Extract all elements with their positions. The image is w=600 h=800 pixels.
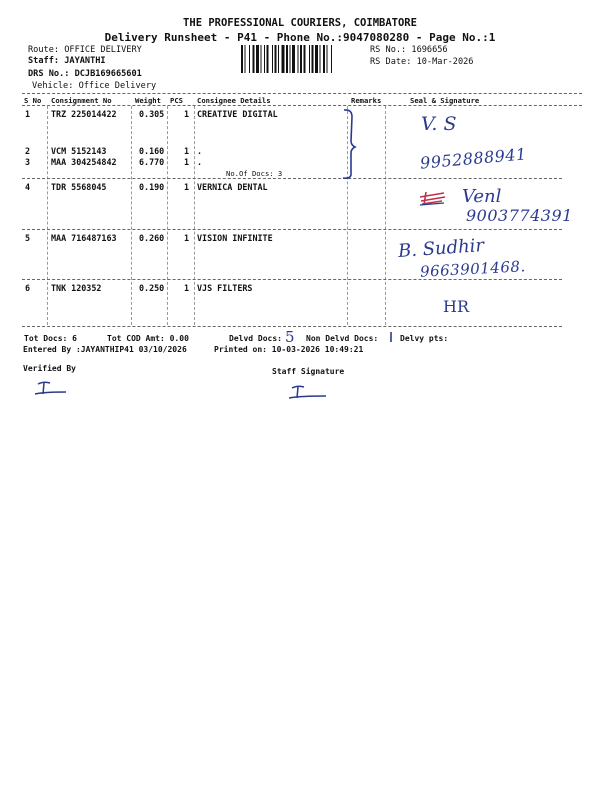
staff-initials-mark [286,384,330,402]
rs-date: RS Date: 10-Mar-2026 [370,57,474,67]
company-title: THE PROFESSIONAL COURIERS, COIMBATORE [183,17,417,29]
drs-number: DRS No.: DCJB169665601 [28,69,142,79]
divider [22,93,582,94]
non-delvd-docs: Non Delvd Docs: [306,334,379,343]
tot-docs: Tot Docs: 6 [24,334,77,343]
row-sno: 3 [25,157,31,167]
col-remarks: Remarks [351,96,382,105]
route-label: Route: OFFICE DELIVERY [28,45,142,55]
signature-2: Venl [462,186,502,207]
row-weight: 6.770 [139,157,165,167]
col-consignment: Consignment No [51,96,112,105]
row-consignee: . [197,157,203,167]
row-divider [22,178,562,179]
row-consignment: MAA 304254842 [51,157,117,167]
col-consignee: Consignee Details [197,96,271,105]
column-divider [47,106,48,325]
row-sno: 5 [25,233,31,243]
row-pcs: 1 [184,182,190,192]
row-pcs: 1 [184,157,190,167]
staff-label: Staff: JAYANTHI [28,56,106,66]
entered-by: Entered By :JAYANTHIP41 03/10/2026 [23,345,187,354]
delvd-docs: Delvd Docs: [229,334,282,343]
phone-1: 9952888941 [419,144,528,173]
col-pcs: PCS [170,96,183,105]
phone-2: 9003774391 [466,206,573,225]
delvd-docs-count: 5 [285,328,295,346]
phone-3: 9663901468. [419,257,527,281]
row-consignee: VJS FILTERS [197,283,253,293]
row-weight: 0.190 [139,182,165,192]
no-of-docs: No.Of Docs: 3 [226,169,283,178]
row-consignee: VISION INFINITE [197,233,273,243]
row-sno: 1 [25,109,31,119]
row-weight: 0.305 [139,109,165,119]
row-consignment: TRZ 225014422 [51,109,117,119]
column-divider [131,106,132,325]
bracket-mark [340,107,360,181]
row-pcs: 1 [184,233,190,243]
stamp-scribble-icon [418,189,448,207]
row-consignee: CREATIVE DIGITAL [197,109,278,119]
verified-initials-mark [32,380,72,398]
barcode-icon [241,45,367,73]
row-pcs: 1 [184,283,190,293]
pen-tick-mark [389,331,393,343]
vehicle-label: Vehicle: Office Delivery [32,81,157,91]
rs-number: RS No.: 1696656 [370,45,448,55]
column-divider [167,106,168,325]
printed-on: Printed on: 10-03-2026 10:49:21 [214,345,364,354]
row-consignment: MAA 716487163 [51,233,117,243]
row-consignee: . [197,146,203,156]
delvy-pts: Delvy pts: [400,334,449,343]
runsheet-subtitle: Delivery Runsheet - P41 - Phone No.:9047080280 - Page No.:1 [104,31,496,44]
tot-cod-amt: Tot COD Amt: 0.00 [107,334,189,343]
row-sno: 6 [25,283,31,293]
row-weight: 0.160 [139,146,165,156]
row-consignment: TDR 5568045 [51,182,107,192]
verified-by-label: Verified By [23,364,76,373]
row-consignment: VCM 5152143 [51,146,107,156]
signature-3: B. Sudhir [397,235,485,262]
signature-4: HR [443,297,469,316]
column-divider [194,106,195,325]
col-seal: Seal & Signature [410,96,480,105]
row-sno: 2 [25,146,31,156]
staff-signature-label: Staff Signature [272,367,345,376]
row-divider [22,229,562,230]
signature-1: V. S [421,113,457,135]
col-weight: Weight [135,96,161,105]
row-consignee: VERNICA DENTAL [197,182,268,192]
row-pcs: 1 [184,146,190,156]
row-weight: 0.260 [139,233,165,243]
col-sno: S No [24,96,42,105]
column-divider [385,106,386,325]
row-weight: 0.250 [139,283,165,293]
divider [22,105,582,106]
row-divider [22,326,562,327]
row-divider [22,279,562,280]
row-consignment: TNK 120352 [51,283,102,293]
row-pcs: 1 [184,109,190,119]
row-sno: 4 [25,182,31,192]
